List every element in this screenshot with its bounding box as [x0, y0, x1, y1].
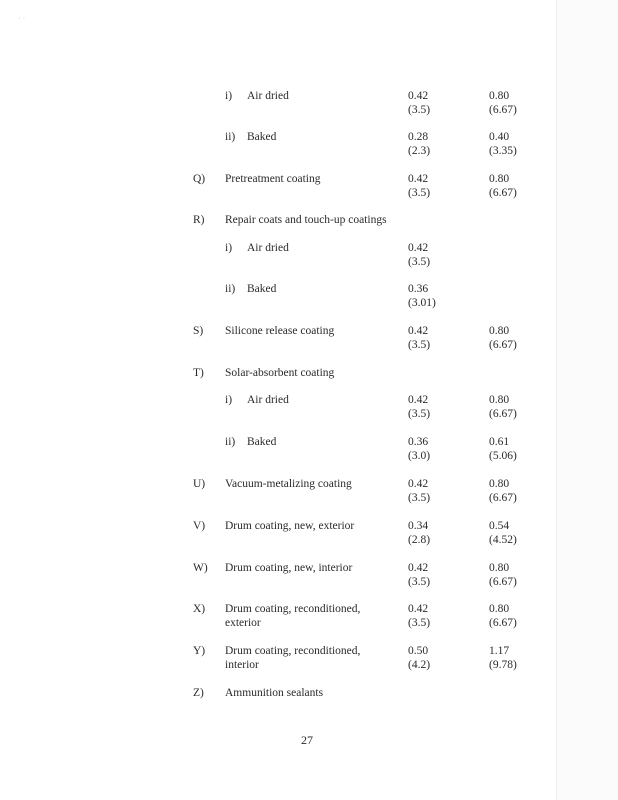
table-row [0, 686, 558, 720]
row-letter: Y) [193, 645, 206, 657]
table-row [0, 172, 558, 206]
value-col-1: 0.42 (3.5) [408, 394, 431, 420]
value-col-1: 0.42 (3.5) [408, 603, 431, 629]
row-letter: Z) [193, 687, 204, 699]
table-row [0, 89, 558, 123]
value-col-2: 0.54 (4.52) [489, 520, 517, 546]
row-label: Vacuum-metalizing coating [225, 478, 352, 490]
value-col-1: 0.34 (2.8) [408, 520, 431, 546]
value-col-2: 0.80 (6.67) [489, 394, 517, 420]
table-row [0, 477, 558, 511]
row-label: ii) Baked [225, 283, 277, 295]
table-row [0, 282, 558, 316]
table-row [0, 644, 558, 678]
value-col-2: 0.80 (6.67) [489, 478, 517, 504]
row-label: Pretreatment coating [225, 173, 321, 185]
row-label: i) Air dried [225, 242, 289, 254]
row-label: Silicone release coating [225, 325, 335, 337]
page-edge [556, 0, 618, 800]
row-label: Drum coating, reconditioned, interior [225, 645, 361, 671]
page-number: 27 [301, 733, 313, 747]
value-col-1: 0.42 (3.5) [408, 325, 431, 351]
row-letter: R) [193, 214, 205, 226]
row-letter: W) [193, 562, 208, 574]
value-col-2: 0.61 (5.06) [489, 436, 517, 462]
value-col-2: 0.80 (6.67) [489, 325, 517, 351]
value-col-1: 0.42 (3.5) [408, 90, 431, 116]
row-letter: Q) [193, 173, 206, 185]
value-col-2: 0.40 (3.35) [489, 131, 517, 157]
row-label: Solar-absorbent coating [225, 367, 335, 379]
row-label: Drum coating, new, interior [225, 562, 353, 574]
row-label: ii) Baked [225, 436, 277, 448]
row-label: Drum coating, new, exterior [225, 520, 355, 532]
value-col-1: 0.28 (2.3) [408, 131, 431, 157]
value-col-2: 1.17 (9.78) [489, 645, 517, 671]
row-letter: X) [193, 603, 206, 615]
row-label: Ammunition sealants [225, 687, 324, 699]
row-label: ii) Baked [225, 131, 277, 143]
value-col-2: 0.80 (6.67) [489, 173, 517, 199]
value-col-1: 0.42 (3.5) [408, 478, 431, 504]
value-col-1: 0.42 (3.5) [408, 562, 431, 588]
value-col-1: 0.42 (3.5) [408, 242, 431, 268]
row-letter: T) [193, 367, 204, 379]
value-col-1: 0.36 (3.01) [408, 283, 436, 309]
table-row [0, 241, 558, 275]
value-col-1: 0.36 (3.0) [408, 436, 431, 462]
table-row [0, 519, 558, 553]
table-row [0, 561, 558, 595]
table-row [0, 435, 558, 469]
value-col-2: 0.80 (6.67) [489, 90, 517, 116]
row-label: i) Air dried [225, 394, 289, 406]
value-col-2: 0.80 (6.67) [489, 603, 517, 629]
row-letter: S) [193, 325, 204, 337]
row-letter: U) [193, 478, 206, 490]
row-label: i) Air dried [225, 90, 289, 102]
value-col-2: 0.80 (6.67) [489, 562, 517, 588]
table-row [0, 324, 558, 358]
row-label: Repair coats and touch-up coatings [225, 214, 387, 226]
table-row [0, 602, 558, 636]
value-col-1: 0.50 (4.2) [408, 645, 431, 671]
row-label: Drum coating, reconditioned, exterior [225, 603, 361, 629]
table-row [0, 393, 558, 427]
row-letter: V) [193, 520, 206, 532]
table-row [0, 130, 558, 164]
scan-artifact: · · [18, 14, 26, 23]
value-col-1: 0.42 (3.5) [408, 173, 431, 199]
